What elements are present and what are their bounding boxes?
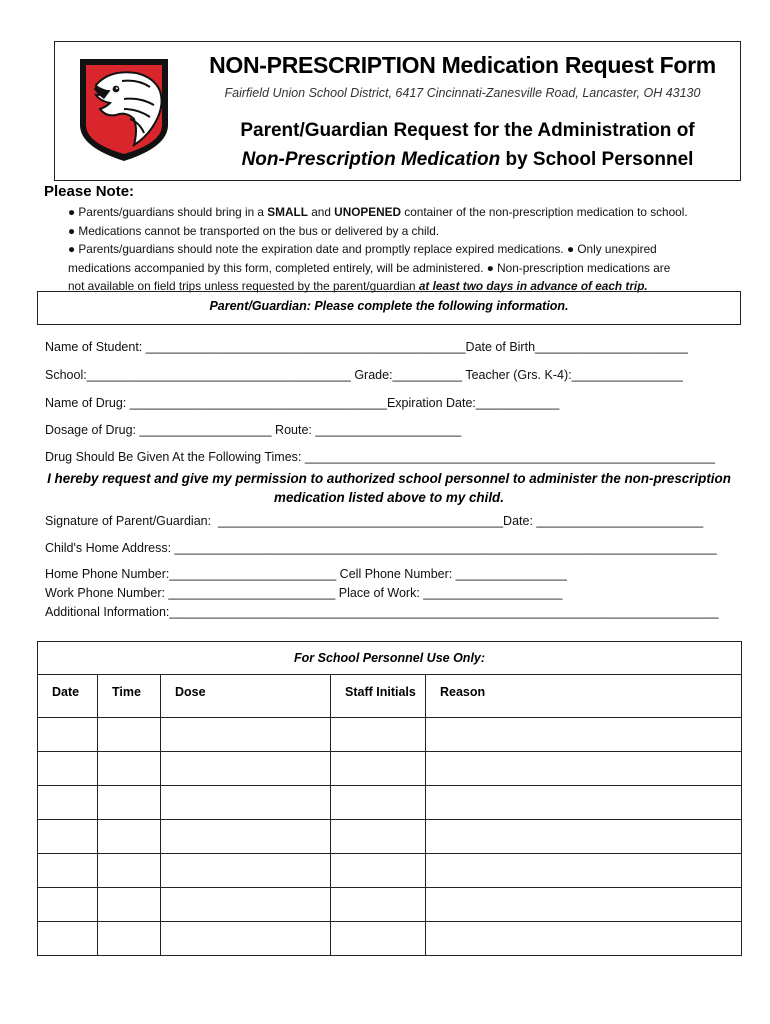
table-row: [38, 922, 742, 956]
table-cell[interactable]: [331, 922, 426, 956]
table-header-row: [38, 675, 742, 718]
table-cell[interactable]: [38, 786, 98, 820]
table-cell[interactable]: [38, 752, 98, 786]
table-cell[interactable]: [161, 922, 331, 956]
note-emphasis: at least two days in advance of each trip.: [418, 279, 648, 293]
table-cell[interactable]: [426, 854, 742, 888]
table-cell[interactable]: [426, 820, 742, 854]
table-row: [38, 820, 742, 854]
table-cell[interactable]: [38, 718, 98, 752]
col-time: Time: [98, 675, 161, 718]
table-row: [38, 718, 742, 752]
note-item-bus: ● Medications cannot be transported on the bus or delivered by a child.: [68, 223, 440, 238]
table-cell[interactable]: [98, 752, 161, 786]
additional-info-field[interactable]: Additional Information:_______________________________________________________________________________: [45, 605, 719, 619]
permission-line2: medication listed above to my child.: [274, 490, 504, 505]
table-cell[interactable]: [161, 820, 331, 854]
heading-emphasis: Non-Prescription Medication: [241, 149, 501, 170]
note-small: SMALL: [267, 205, 308, 219]
table-cell[interactable]: [98, 718, 161, 752]
table-cell[interactable]: [426, 888, 742, 922]
col-date: Date: [38, 675, 98, 718]
table-cell[interactable]: [331, 854, 426, 888]
table-cell[interactable]: [38, 820, 98, 854]
table-cell[interactable]: [331, 786, 426, 820]
work-phone-field[interactable]: Work Phone Number: ________________________ Place of Work: ____________________: [45, 586, 563, 600]
address-field[interactable]: Child's Home Address: ______________________________________________________________________________: [45, 541, 717, 555]
table-cell[interactable]: [331, 752, 426, 786]
table-cell[interactable]: [426, 922, 742, 956]
please-note-title: Please Note:: [44, 183, 135, 200]
col-dose: Dose: [161, 675, 331, 718]
table-cell[interactable]: [426, 718, 742, 752]
note-text: container of the non-prescription medication to school.: [401, 205, 688, 219]
table-cell[interactable]: [38, 888, 98, 922]
table-cell[interactable]: [331, 820, 426, 854]
table-cell[interactable]: [38, 854, 98, 888]
table-cell[interactable]: [161, 786, 331, 820]
table-cell[interactable]: [331, 718, 426, 752]
student-name-field[interactable]: Name of Student: ______________________________________________Date of Birth______________________: [45, 340, 688, 354]
drug-name-field[interactable]: Name of Drug: _____________________________________Expiration Date:____________: [45, 396, 560, 410]
table-cell[interactable]: [98, 786, 161, 820]
table-cell[interactable]: [38, 922, 98, 956]
table-cell[interactable]: [98, 854, 161, 888]
note-text: and: [307, 205, 335, 219]
table-cell[interactable]: [426, 752, 742, 786]
school-field[interactable]: School:______________________________________ Grade:__________ Teacher (Grs. K-4):________________: [45, 368, 683, 382]
table-row: [38, 888, 742, 922]
times-field[interactable]: Drug Should Be Given At the Following Times: ___________________________________________________________: [45, 450, 716, 464]
note-item-expiration: ● Parents/guardians should note the expiration date and promptly replace expired medications. ● Only unexpired: [68, 242, 657, 256]
table-cell[interactable]: [161, 854, 331, 888]
table-cell[interactable]: [161, 752, 331, 786]
col-staff-initials: Staff Initials: [331, 675, 426, 718]
permission-statement: [37, 469, 741, 507]
note-unopened: UNOPENED: [334, 205, 402, 219]
table-cell[interactable]: [426, 786, 742, 820]
heading-rest: by School Personnel: [500, 149, 694, 170]
home-phone-field[interactable]: Home Phone Number:________________________ Cell Phone Number: ________________: [45, 567, 567, 581]
note-item-container: [68, 203, 738, 222]
form-heading-line1: Parent/Guardian Request for the Administration of: [240, 120, 695, 141]
table-row: [38, 786, 742, 820]
school-use-caption: For School Personnel Use Only:: [38, 642, 742, 675]
note-item-expiration-cont: medications accompanied by this form, completed entirely, will be administered. ● Non-prescription medications are: [68, 260, 671, 275]
note-text: not available on field trips unless requested by the parent/guardian: [68, 279, 419, 293]
form-title: NON-PRESCRIPTION Medication Request Form: [209, 52, 716, 78]
table-cell[interactable]: [161, 718, 331, 752]
hawk-shield-logo: [76, 55, 172, 163]
table-cell[interactable]: [331, 888, 426, 922]
dosage-field[interactable]: Dosage of Drug: ___________________ Route: _____________________: [45, 423, 462, 437]
table-row: [38, 752, 742, 786]
form-heading-line2: [190, 149, 745, 171]
table-cell[interactable]: [98, 922, 161, 956]
note-text: ● Parents/guardians should bring in a: [68, 205, 268, 219]
table-row: [38, 854, 742, 888]
table-cell[interactable]: [98, 888, 161, 922]
notes-list: [68, 203, 738, 296]
col-reason: Reason: [426, 675, 742, 718]
school-use-table: [37, 641, 742, 956]
table-cell[interactable]: [98, 820, 161, 854]
district-address: Fairfield Union School District, 6417 Cincinnati-Zanesville Road, Lancaster, OH 43130: [224, 86, 701, 100]
permission-line1: I hereby request and give my permission to authorized school personnel to administer the non-prescription: [47, 471, 731, 486]
table-cell[interactable]: [161, 888, 331, 922]
signature-field[interactable]: Signature of Parent/Guardian: _________________________________________Date: ________________________: [45, 514, 704, 528]
parent-section-label: Parent/Guardian: Please complete the following information.: [209, 299, 569, 313]
